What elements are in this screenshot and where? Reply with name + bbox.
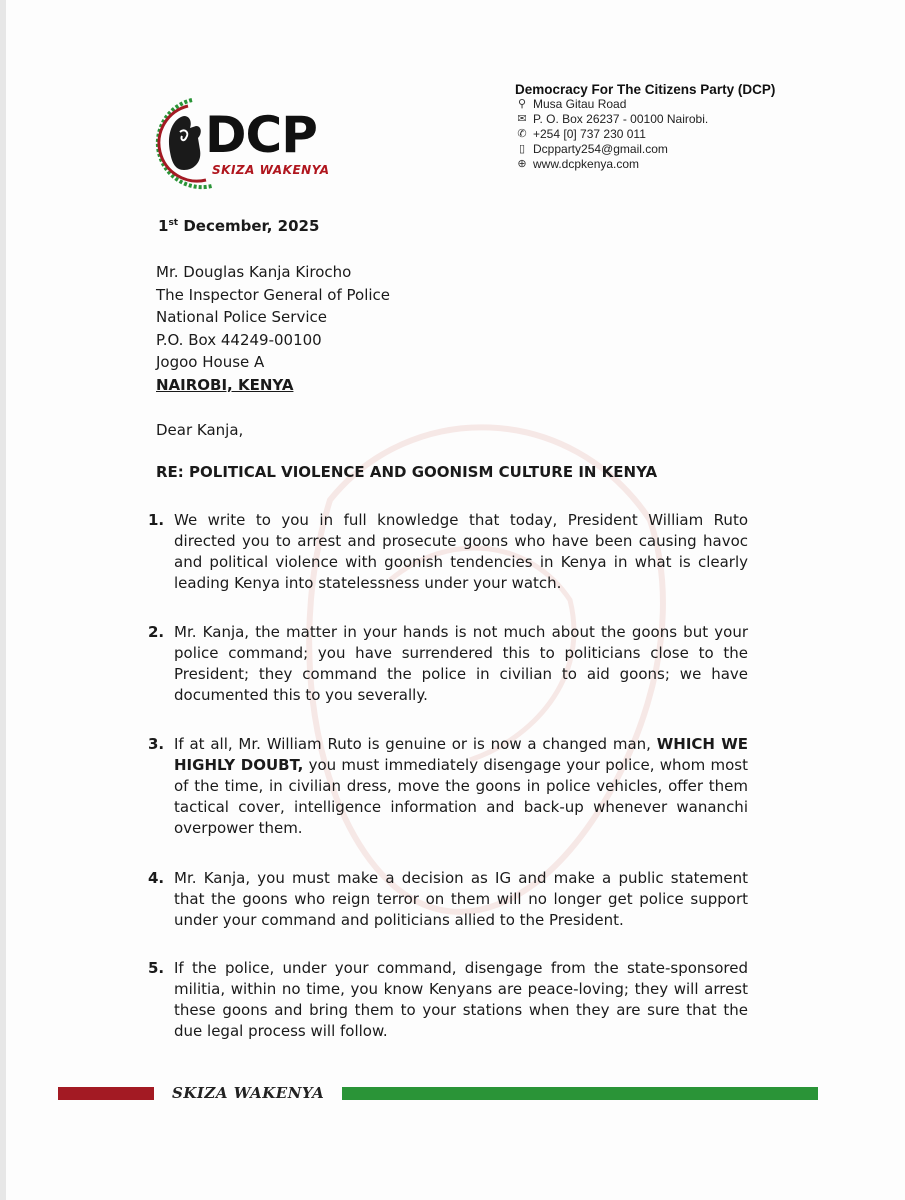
address-line: The Inspector General of Police [156,285,391,304]
paragraph-text: Mr. Kanja, the matter in your hands is not much about the goons but your police command; you have surrendered this to politicians close to the President; they command the police in civilian to aid goons; we have documented this to you severally. [174,623,748,704]
contact-address-text: Musa Gitau Road [533,97,627,111]
mail-icon: ✉ [517,113,527,125]
footer-tagline: SKIZA WAKENYA [172,1084,325,1102]
contact-block [515,82,775,172]
party-name: Democracy For The Citizens Party (DCP) [515,82,776,97]
paragraph-3-part-c: you must immediately disengage your police, whom most of the time, in civilian dress, move the goons in police vehicles, offer them tactical cover, intelligence information and back-up whenever wananchi overpower them. [174,756,748,837]
address-line: P.O. Box 44249-00100 [156,330,322,349]
paragraph-text: If the police, under your command, disengage from the state-sponsored militia, within no time, you know Kenyans are peace-loving; they will arrest these goons and bring them to your stations when they are sure that the due legal process will follow. [174,959,748,1040]
location-pin-icon: ⚲ [517,98,527,110]
paragraph-3-part-a: If at all, Mr. William Ruto is genuine or is now a changed man, [174,735,657,753]
globe-icon: ⊕ [517,158,527,170]
paragraph-number: 2. [148,623,165,641]
contact-address [515,97,775,112]
logo-tagline: SKIZA WAKENYA [212,163,330,177]
paragraph-3-emphasis: WHICH WE HIGHLY DOUBT, [174,735,748,774]
paragraph-number: 1. [148,511,165,529]
address-line: Mr. Douglas Kanja Kirocho [156,263,352,281]
footer-bar-red [58,1087,154,1100]
paragraph-number: 5. [148,959,165,977]
contact-email [515,142,775,157]
paragraph-2 [148,622,748,706]
contact-website [515,157,775,172]
page-edge-left [0,0,6,1200]
paragraph-text: Mr. Kanja, you must make a decision as IG and make a public statement that the goons who reign terror on them will no longer get police support under your command and politicians allied to the President. [174,869,748,929]
address-line: National Police Service [156,308,327,326]
paragraph-text [174,734,748,839]
footer-bar-green [342,1087,818,1100]
paragraph-1 [148,510,748,594]
contact-po-box [515,112,775,127]
paragraph-4 [148,868,748,931]
letter-date [158,217,319,235]
date-suffix: st [168,218,179,228]
paragraph-5 [148,958,748,1042]
contact-email-text: Dcpparty254@gmail.com [533,142,668,156]
paragraph-number: 4. [148,869,165,887]
address-city: NAIROBI, KENYA [156,375,294,394]
paragraph-number: 3. [148,735,165,753]
email-icon: ▯ [518,143,526,155]
contact-phone [515,127,775,142]
salutation: Dear Kanja, [156,421,244,439]
date-day: 1 [158,217,169,235]
paragraph-text: We write to you in full knowledge that today, President William Ruto directed you to arrest and prosecute goons who have been causing havoc and political violence with goonish tendencies in Kenya in what is clearly leading Kenya into statelessness under your watch. [174,511,748,592]
date-rest: December, 2025 [178,217,320,235]
contact-website-text: www.dcpkenya.com [533,157,640,171]
recipient-address [156,261,390,396]
contact-po-box-text: P. O. Box 26237 - 00100 Nairobi. [533,112,709,126]
phone-icon: ✆ [517,128,527,140]
address-line: Jogoo House A [156,353,265,371]
logo-text: DCP [205,106,317,164]
contact-phone-text: +254 [0] 737 230 011 [533,127,646,141]
paragraph-3 [148,734,748,839]
subject-line: RE: POLITICAL VIOLENCE AND GOONISM CULTURE IN KENYA [156,463,658,481]
